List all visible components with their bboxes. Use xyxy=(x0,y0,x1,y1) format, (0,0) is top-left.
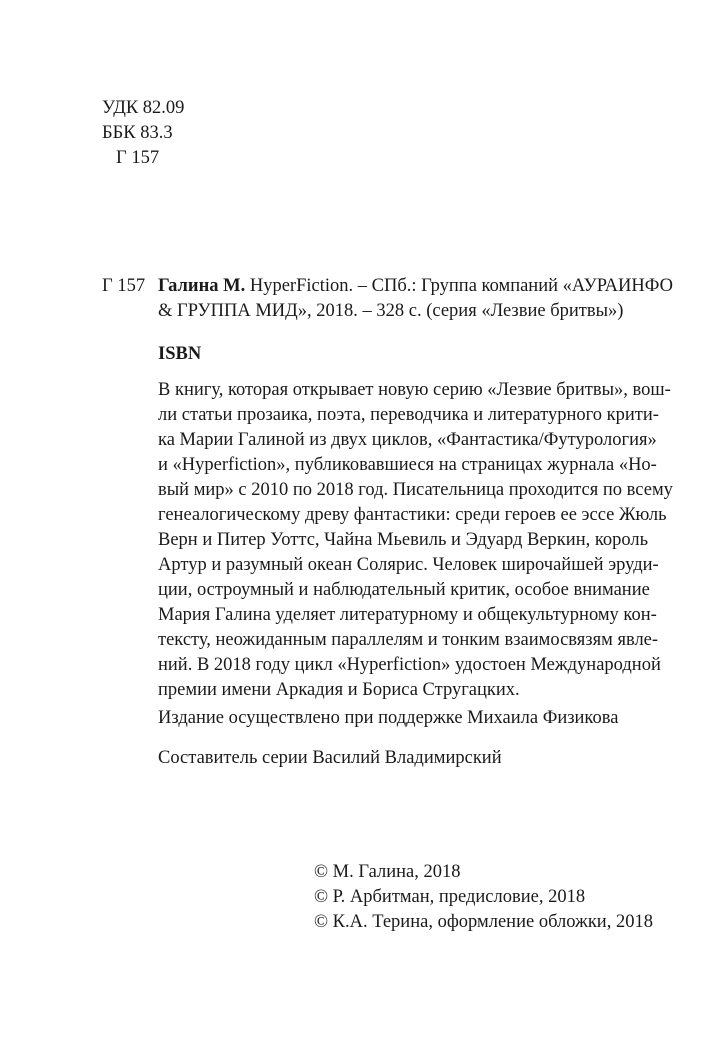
annotation-line: тексту, неожиданным параллелям и тонким взаимосвязям явле- xyxy=(158,630,659,650)
entry-line-2: & ГРУППА МИД», 2018. – 328 с. (серия «Лезвие бритвы») xyxy=(158,301,624,321)
copyright-line: © М. Галина, 2018 xyxy=(314,862,461,882)
annotation-line: Артур и разумный океан Солярис. Человек широчайшей эруди- xyxy=(158,555,659,575)
annotation-line: генеалогическому древу фантастики: среди героев ее эссе Жюль xyxy=(158,505,667,525)
annotation-line: Мария Галина уделяет литературному и общекультурному кон- xyxy=(158,605,657,625)
annotation-line: ли статьи прозаика, поэта, переводчика и литературного крити- xyxy=(158,405,659,425)
copyright-block xyxy=(314,860,653,935)
annotation-line: и «Hyperfiction», публиковавшиеся на страницах журнала «Но- xyxy=(158,455,657,475)
annotation-line: В книгу, которая открывает новую серию «Лезвие бритвы», вош- xyxy=(158,380,671,400)
isbn-label: ISBN xyxy=(158,344,202,364)
annotation-line: Верн и Питер Уоттс, Чайна Мьевиль и Эдуард Веркин, король xyxy=(158,530,649,550)
series-compiler: Составитель серии Василий Владимирский xyxy=(158,748,502,768)
copyright-line: © Р. Арбитман, предисловие, 2018 xyxy=(314,887,586,907)
copyright-line: © К.А. Терина, оформление обложки, 2018 xyxy=(314,912,653,932)
bbk-code: ББК 83.3 xyxy=(102,123,173,143)
annotation-line: ции, остроумный и наблюдательный критик, особое внимание xyxy=(158,580,650,600)
entry-author-mark: Г 157 xyxy=(102,276,146,296)
annotation-line: ка Марии Галиной из двух циклов, «Фантастика/Футурология» xyxy=(158,430,657,450)
author-mark: Г 157 xyxy=(116,148,160,168)
entry-title-publisher: HyperFiction. – СПб.: Группа компаний «АУРАИНФО xyxy=(249,276,673,296)
annotation-line: премии имени Аркадия и Бориса Стругацких. xyxy=(158,680,520,700)
entry-author: Галина М. xyxy=(158,276,246,296)
annotation-line: ний. В 2018 году цикл «Hyperfiction» удостоен Международной xyxy=(158,655,661,675)
udk-code: УДК 82.09 xyxy=(102,98,185,118)
support-note: Издание осуществлено при поддержке Михаила Физикова xyxy=(158,708,619,728)
annotation-line: вый мир» с 2010 по 2018 год. Писательница проходится по всему xyxy=(158,480,673,500)
classification-codes xyxy=(102,96,184,171)
bibliographic-entry xyxy=(158,274,673,324)
annotation-paragraph xyxy=(158,378,673,703)
entry-line-1 xyxy=(158,274,673,299)
